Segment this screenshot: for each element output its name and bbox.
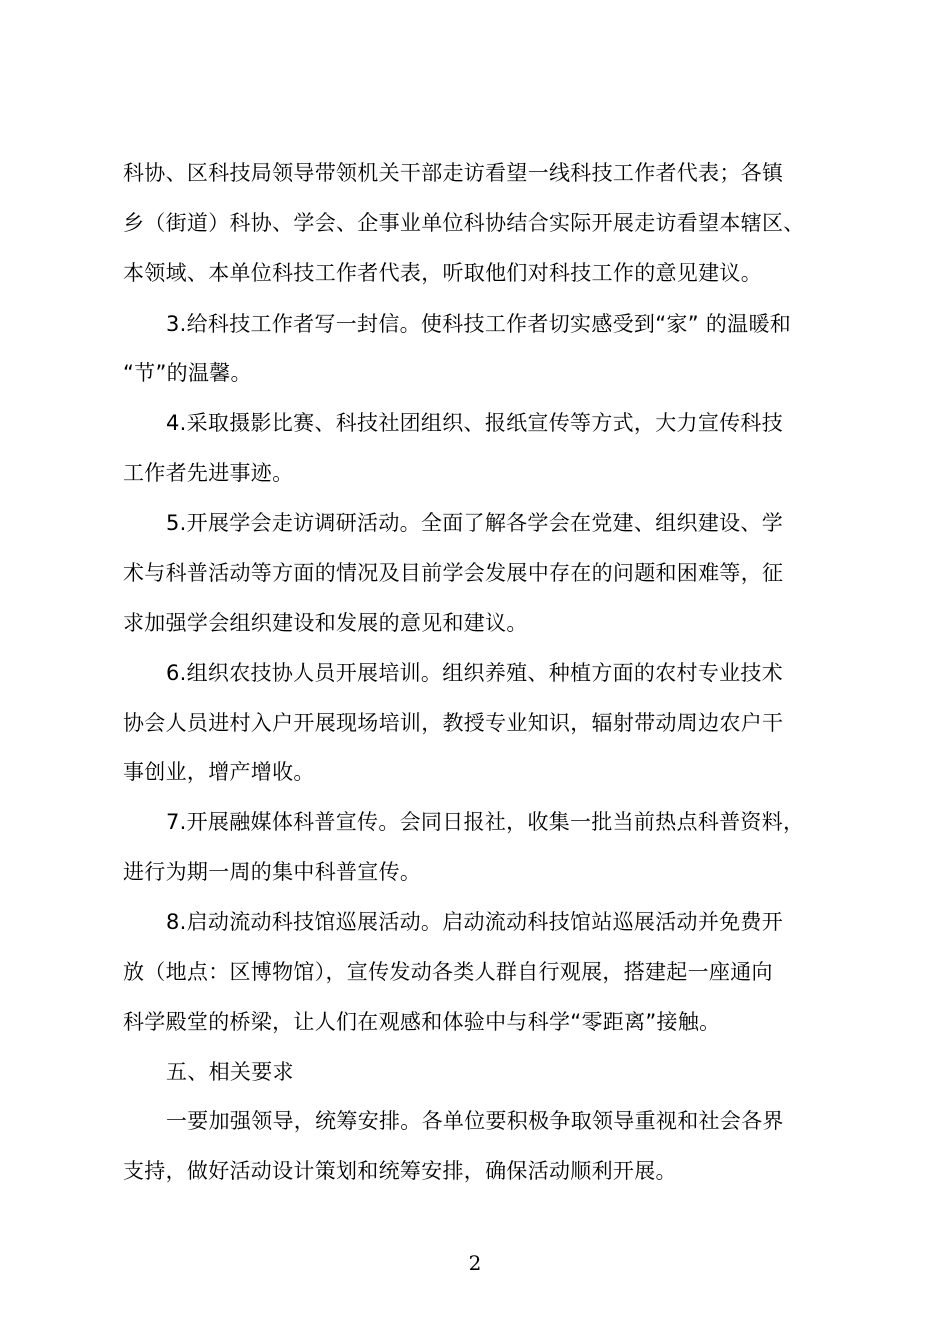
text-line: 事创业，增产增收。: [123, 760, 315, 784]
text-line: 5.开展学会走访调研活动。全面了解各学会在党建、组织建设、学: [166, 511, 784, 535]
text-line: 4.采取摄影比赛、科技社团组织、报纸宣传等方式，大力宣传科技: [166, 411, 784, 435]
text-line: 工作者先进事迹。: [123, 461, 294, 485]
text-line: 放（地点：区博物馆），宣传发动各类人群自行观展，搭建起一座通向: [123, 960, 773, 984]
text-line: 7.开展融媒体科普宣传。会同日报社，收集一批当前热点科普资料，: [166, 810, 805, 834]
page-number: 2: [468, 1251, 482, 1275]
text-line: 科协、区科技局领导带领机关干部走访看望一线科技工作者代表；各镇: [123, 161, 784, 185]
text-line: 科学殿堂的桥梁，让人们在观感和体验中与科学“零距离”接触。: [123, 1010, 721, 1034]
text-line: 进行为期一周的集中科普宣传。: [123, 860, 422, 884]
text-line: 6.组织农技协人员开展培训。组织养殖、种植方面的农村专业技术: [166, 661, 784, 685]
text-line: 一要加强领导，统筹安排。各单位要积极争取领导重视和社会各界: [166, 1109, 784, 1133]
text-line: 求加强学会组织建设和发展的意见和建议。: [123, 611, 528, 635]
text-line: 8.启动流动科技馆巡展活动。启动流动科技馆站巡展活动并免费开: [166, 910, 784, 934]
text-line: 本领域、本单位科技工作者代表，听取他们对科技工作的意见建议。: [123, 261, 762, 285]
text-line: “节”的温馨。: [123, 361, 252, 385]
text-line: 协会人员进村入户开展现场培训，教授专业知识，辐射带动周边农户干: [123, 711, 784, 735]
text-line: 支持，做好活动设计策划和统筹安排，确保活动顺利开展。: [123, 1159, 677, 1183]
text-line: 术与科普活动等方面的情况及目前学会发展中存在的问题和困难等，征: [123, 561, 784, 585]
section-heading: 五、相关要求: [166, 1060, 294, 1084]
text-line: 乡（街道）科协、学会、企事业单位科协结合实际开展走访看望本辖区、: [123, 211, 805, 235]
text-line: 3.给科技工作者写一封信。使科技工作者切实感受到“家” 的温暖和: [166, 312, 792, 336]
